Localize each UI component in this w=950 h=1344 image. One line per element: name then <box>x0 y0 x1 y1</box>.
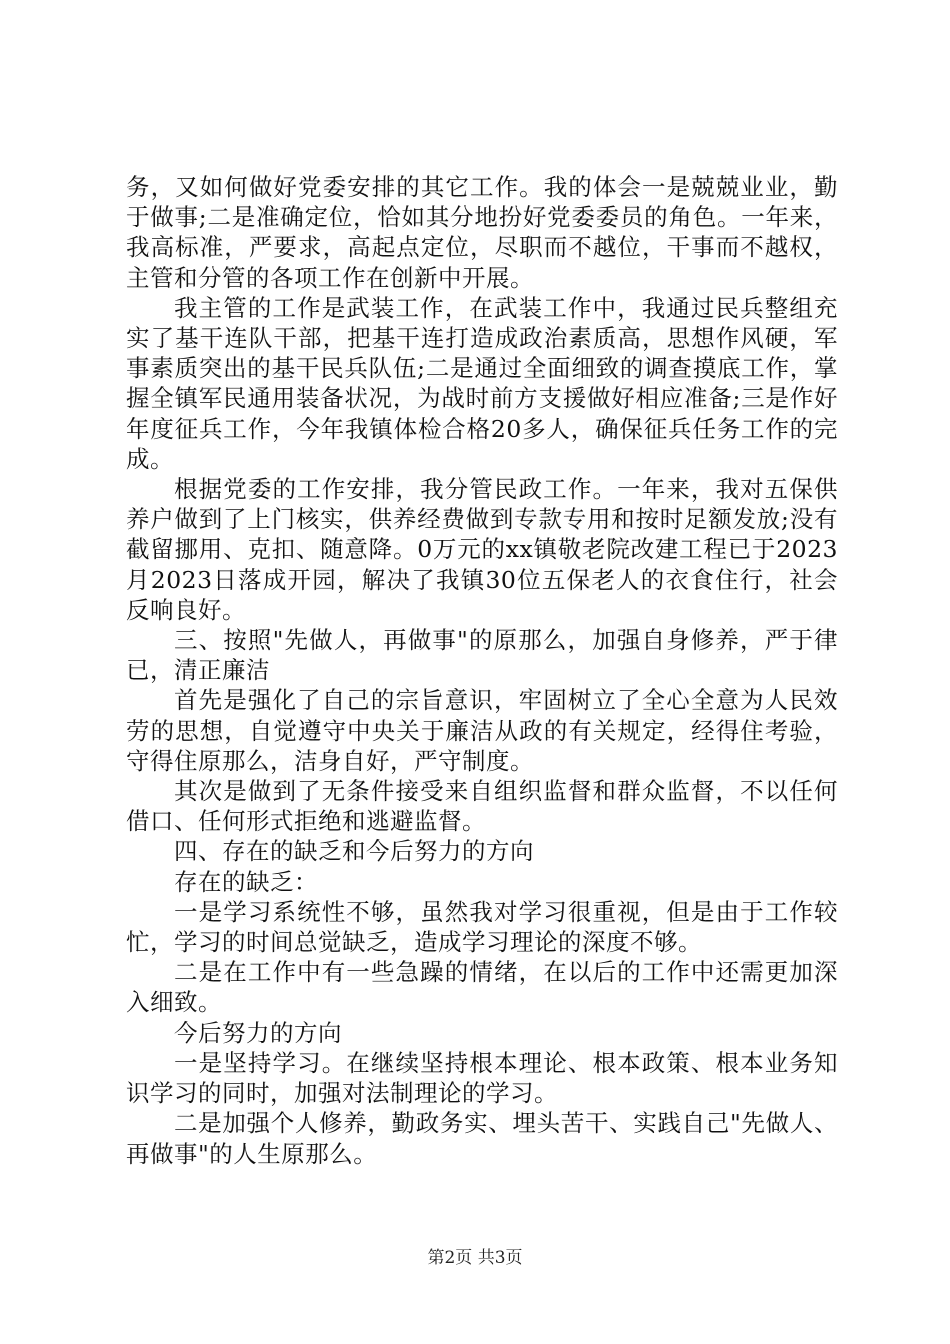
paragraph-10: 二是在工作中有一些急躁的情绪，在以后的工作中还需更加深入细致。 <box>126 958 838 1017</box>
section-heading-3: 三、按照"先做人，再做事"的原那么，加强自身修养，严于律已，清正廉洁 <box>126 626 838 685</box>
paragraph-1: 务，又如何做好党委安排的其它工作。我的体会一是兢兢业业，勤于做事;二是准确定位，恰如其分地扮好党委委员的角色。一年来，我高标准，严要求，高起点定位，尽职而不越位，干事而不越权，主管和分管的各项工作在创新中开展。 <box>126 173 838 292</box>
paragraph-5: 首先是强化了自己的宗旨意识，牢固树立了全心全意为人民效劳的思想，自觉遵守中央关于廉洁从政的有关规定，经得住考验，守得住原那么，洁身自好，严守制度。 <box>126 686 838 775</box>
document-body <box>126 172 838 1169</box>
page-number-footer: 第2页 共3页 <box>427 1248 523 1268</box>
paragraph-9: 一是学习系统性不够，虽然我对学习很重视，但是由于工作较忙，学习的时间总觉缺乏，造成学习理论的深度不够。 <box>126 897 838 957</box>
subheading-future-direction: 今后努力的方向 <box>174 1018 342 1047</box>
paragraph-6: 其次是做到了无条件接受来自组织监督和群众监督，不以任何借口、任何形式拒绝和逃避监督。 <box>126 777 838 836</box>
paragraph-12: 一是坚持学习。在继续坚持根本理论、根本政策、根本业务知识学习的同时，加强对法制理论的学习。 <box>126 1048 838 1108</box>
paragraph-13: 二是加强个人修养，勤政务实、埋头苦干、实践自己"先做人、再做事"的人生原那么。 <box>126 1109 838 1168</box>
subheading-shortcomings: 存在的缺乏： <box>174 867 318 896</box>
section-heading-4: 四、存在的缺乏和今后努力的方向 <box>174 837 534 866</box>
paragraph-3: 根据党委的工作安排，我分管民政工作。一年来，我对五保供养户做到了上门核实，供养经费做到专款专用和按时足额发放;没有截留挪用、克扣、随意降。0万元的xx镇敬老院改建工程已于2023月2023日落成开园，解决了我镇30位五保老人的衣食住行，社会反响良好。 <box>126 475 838 624</box>
paragraph-2: 我主管的工作是武装工作，在武装工作中，我通过民兵整组充实了基干连队干部，把基干连打造成政治素质高，思想作风硬，军事素质突出的基干民兵队伍;二是通过全面细致的调查摸底工作，掌握全镇军民通用装备状况，为战时前方支援做好相应准备;三是作好年度征兵工作，今年我镇体检合格20多人，确保征兵任务工作的完成。 <box>126 293 838 473</box>
